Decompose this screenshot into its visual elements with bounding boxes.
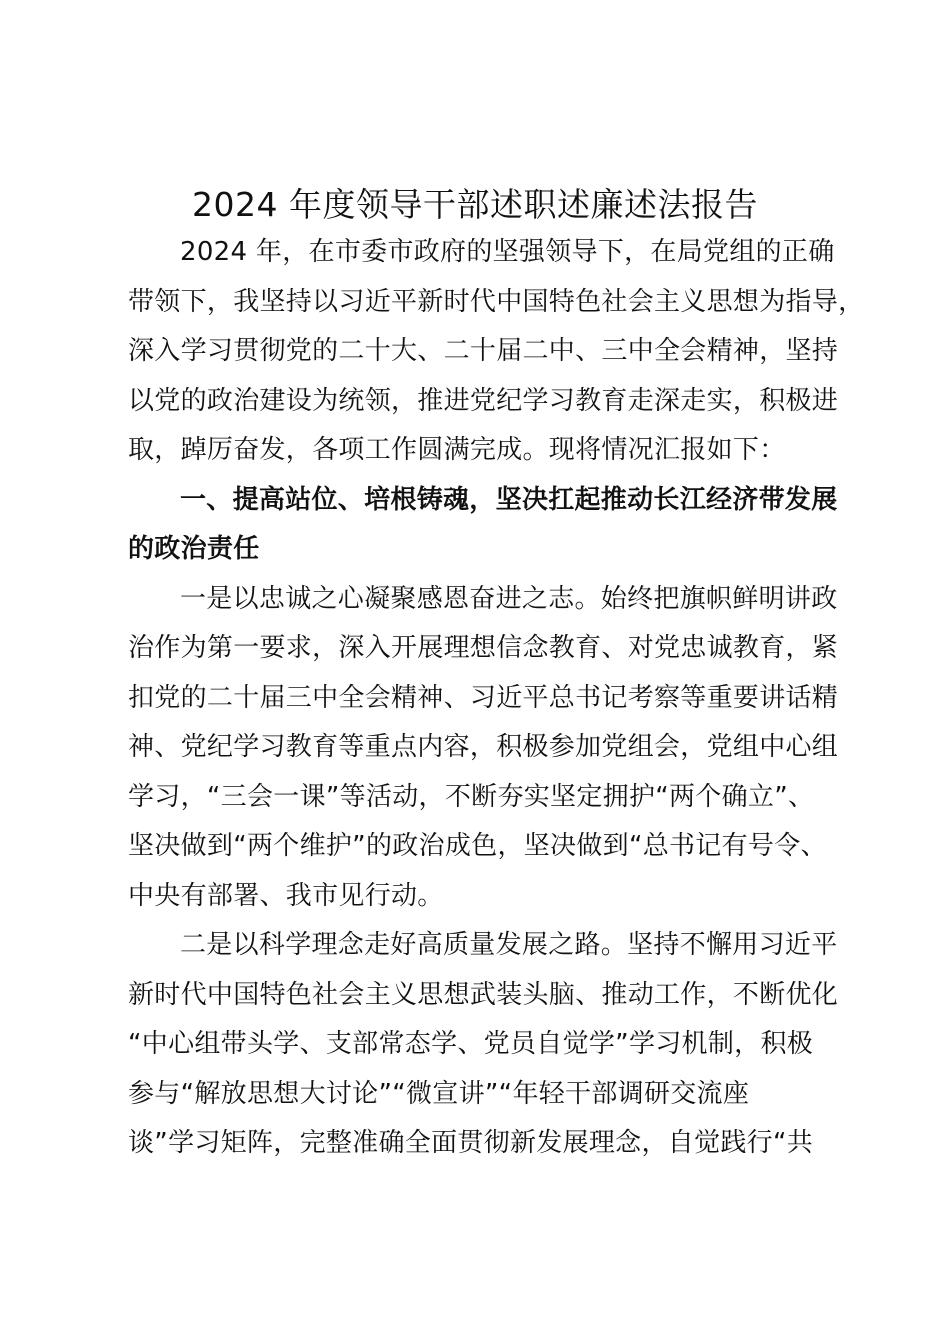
paragraph-line: 二是以科学理念走好高质量发展之路。坚持不懈用习近平 — [180, 930, 838, 960]
paragraph-line: 参与“解放思想大讨论”“微宣讲”“年轻干部调研交流座 — [128, 1078, 750, 1109]
paragraph-line: 取，踔厉奋发，各项工作圆满完成。现将情况汇报如下： — [128, 435, 786, 465]
paragraph-line: 带领下，我坚持以习近平新时代中国特色社会主义思想为指导， — [128, 286, 865, 317]
paragraph-line: 治作为第一要求，深入开展理想信念教育、对党忠诚教育，紧 — [128, 633, 839, 663]
paragraph-line: 坚决做到“两个维护”的政治成色，坚决做到“总书记有号令、 — [128, 831, 827, 861]
paragraph-line: “中心组带头学、支部常态学、党员自觉学”学习机制，积极 — [128, 1029, 814, 1059]
paragraph-line: 学习，“三会一课”等活动，不断夯实坚定拥护“两个确立”、 — [128, 781, 815, 812]
paragraph-line: 扣党的二十届三中全会精神、习近平总书记考察等重要讲话精 — [128, 682, 839, 713]
paragraph-line: 2024 年，在市委市政府的坚强领导下，在局党组的正确 — [180, 237, 835, 267]
paragraph-line: 新时代中国特色社会主义思想武装头脑、推动工作，不断优化 — [128, 979, 839, 1010]
paragraph-line: 谈”学习矩阵，完整准确全面贯彻新发展理念，自觉践行“共 — [128, 1128, 814, 1158]
paragraph-line: 深入学习贯彻党的二十大、二十届二中、三中全会精神，坚持 — [128, 336, 839, 366]
section-heading-line: 一、提高站位、培根铸魂，坚决扛起推动长江经济带发展 — [180, 484, 838, 515]
paragraph-line: 一是以忠诚之心凝聚感恩奋进之志。始终把旗帜鲜明讲政 — [180, 583, 838, 614]
document-title: 2024 年度领导干部述职述廉述法报告 — [192, 185, 758, 224]
document-body — [128, 228, 865, 1169]
section-heading-line: 的政治责任 — [128, 534, 260, 564]
paragraph-line: 神、党纪学习教育等重点内容，积极参加党组会，党组中心组 — [128, 732, 839, 762]
paragraph-line: 以党的政治建设为统领，推进党纪学习教育走深走实，积极进 — [128, 385, 839, 416]
paragraph-line: 中央有部署、我市见行动。 — [128, 880, 444, 911]
